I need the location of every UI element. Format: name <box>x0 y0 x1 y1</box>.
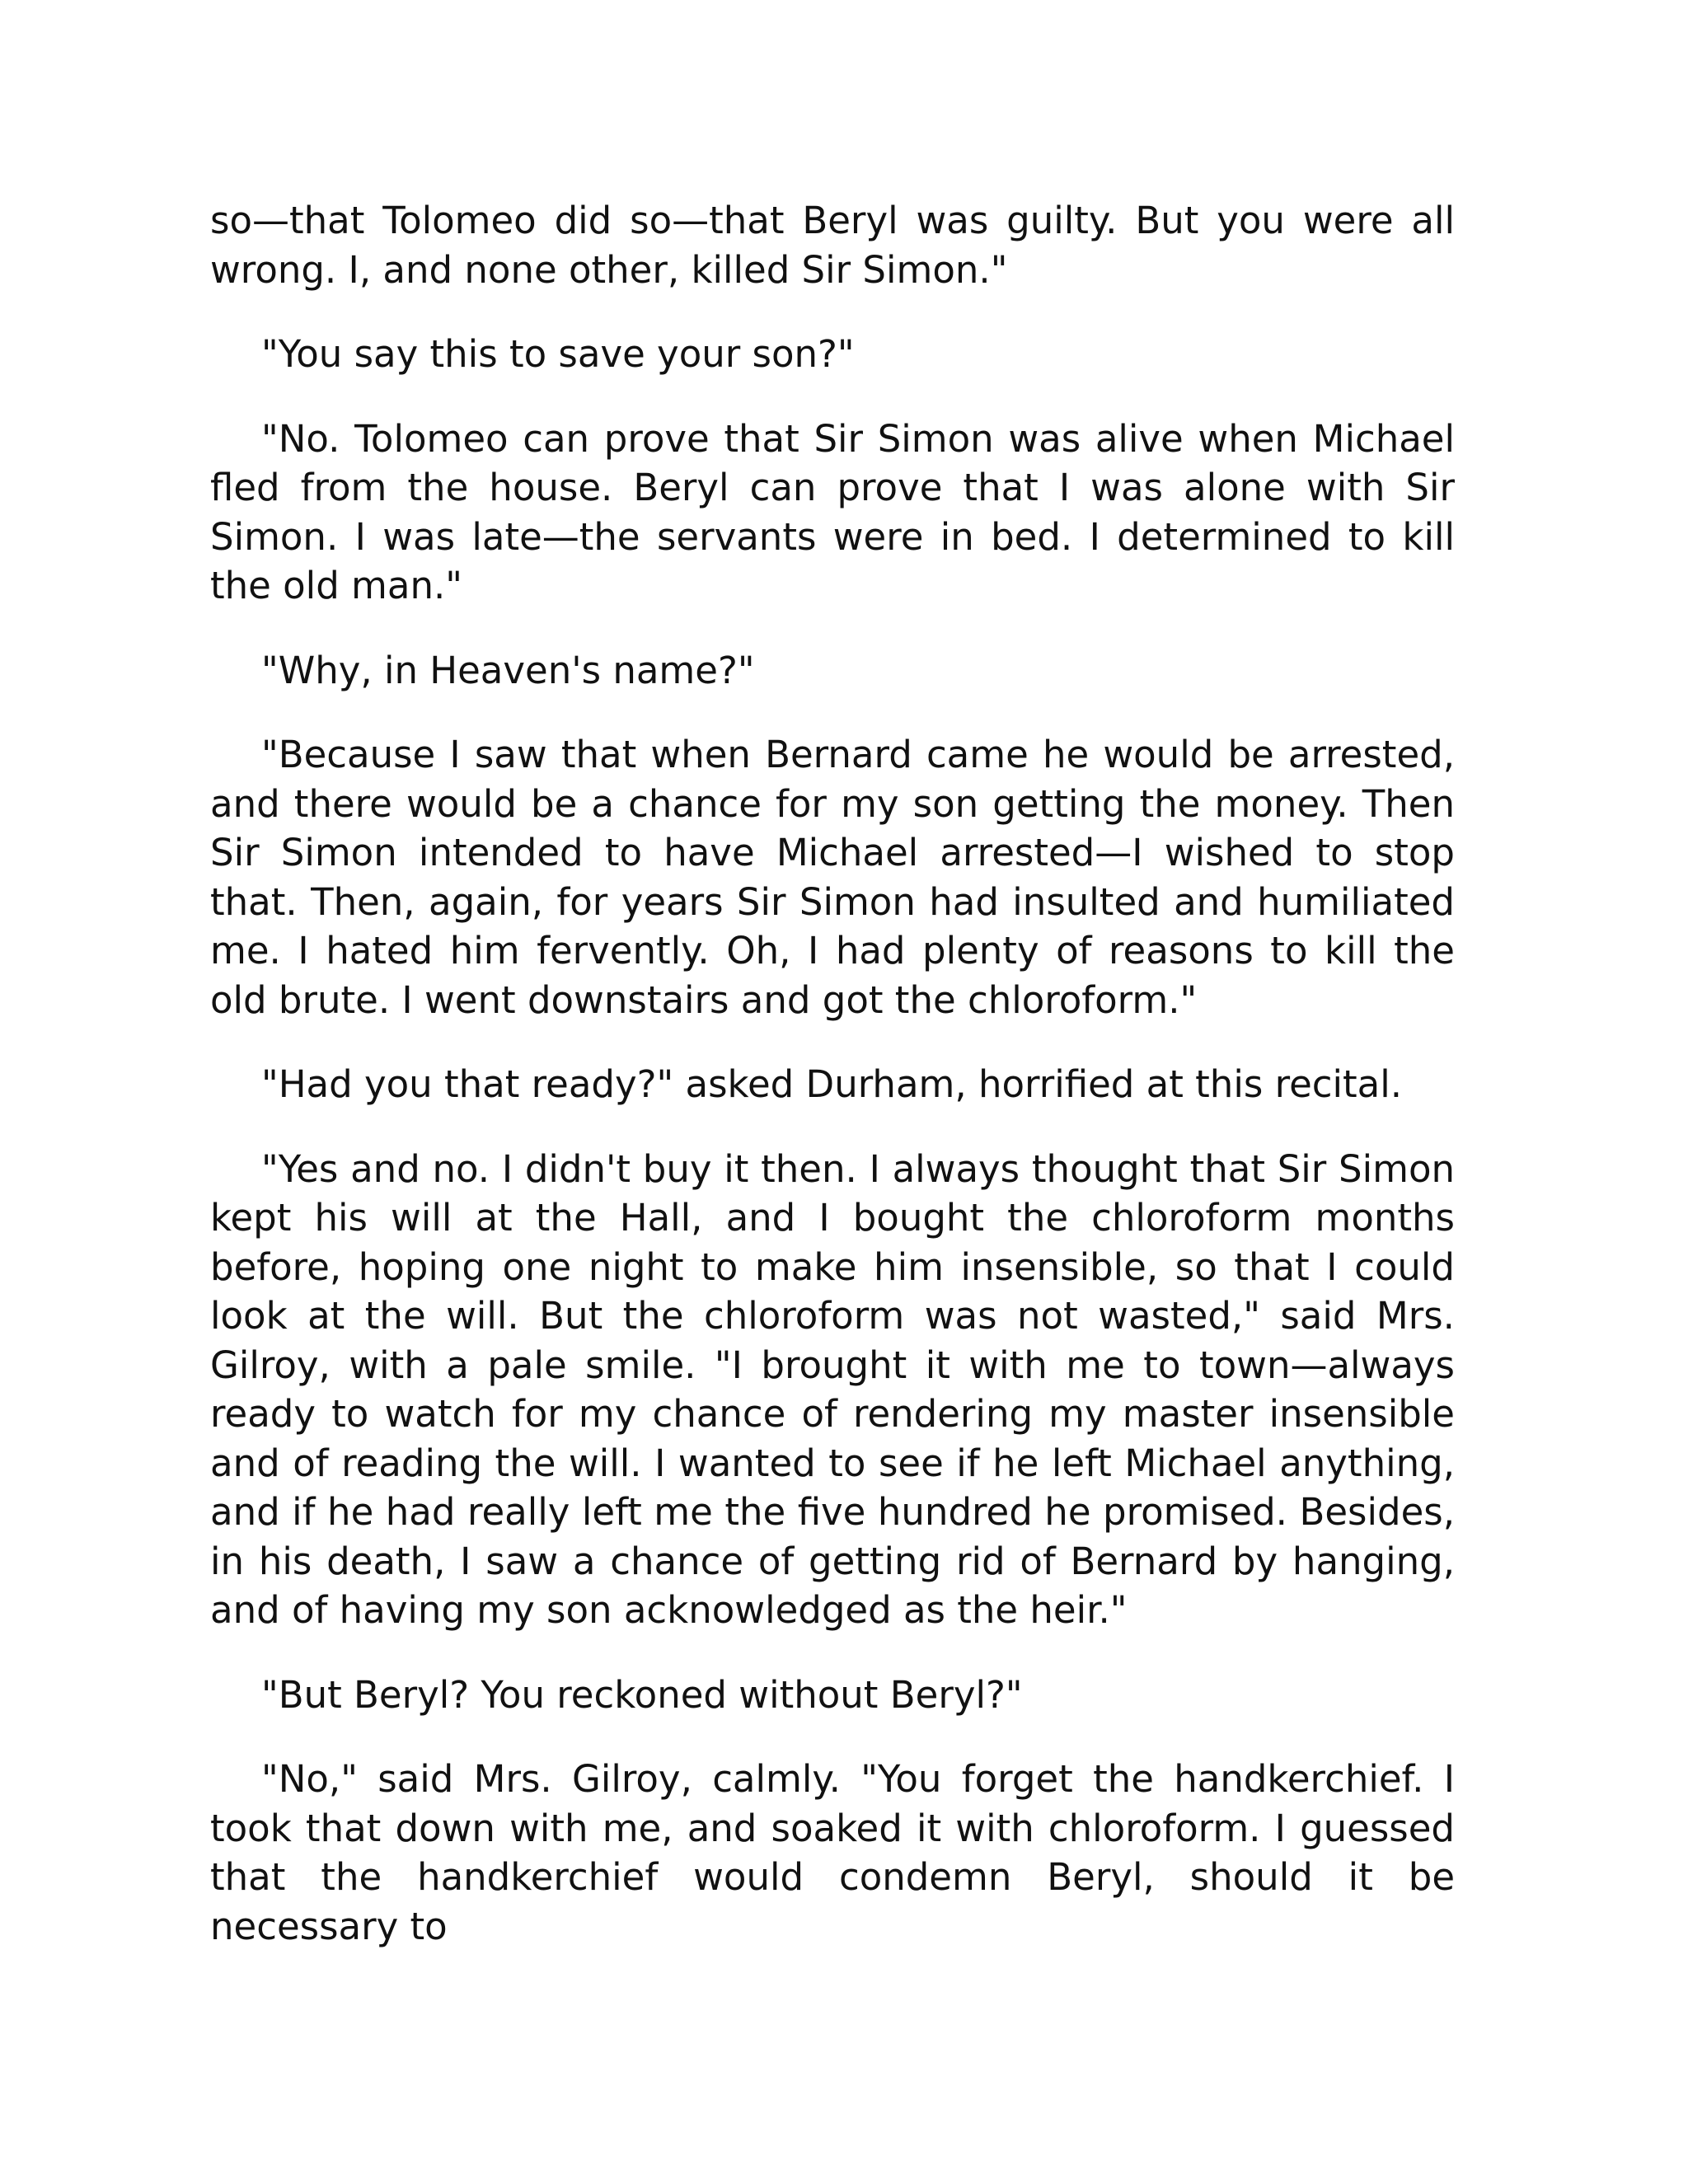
paragraph-1: so—that Tolomeo did so—that Beryl was guilty. But you were all wrong. I, and none other, killed Sir Simon." <box>210 199 1455 292</box>
paragraph-9: "No," said Mrs. Gilroy, calmly. "You forget the handkerchief. I took that down with me, and soaked it with chloroform. I guessed that the handkerchief would condemn Beryl, should it be necessary to <box>210 1757 1455 1948</box>
paragraph-5: "Because I saw that when Bernard came he would be arrested, and there would be a chance for my son getting the money. Then Sir Simon intended to have Michael arrested—I wished to stop that. Then, again, for years Sir Simon had insulted and humiliated me. I hated him fervently. Oh, I had plenty of reasons to kill the old brute. I went downstairs and got the chloroform." <box>210 733 1455 1022</box>
paragraph-3: "No. Tolomeo can prove that Sir Simon was alive when Michael fled from the house. Beryl can prove that I was alone with Sir Simon. I was late—the servants were in bed. I determined to kill the old man." <box>210 416 1455 607</box>
page-body <box>210 196 1455 1986</box>
paragraph-4: "Why, in Heaven's name?" <box>261 648 755 692</box>
paragraph-8: "But Beryl? You reckoned without Beryl?" <box>261 1672 1023 1717</box>
paragraph-6: "Had you that ready?" asked Durham, horrified at this recital. <box>261 1062 1403 1106</box>
paragraph-2: "You say this to save your son?" <box>261 332 855 376</box>
paragraph-7: "Yes and no. I didn't buy it then. I always thought that Sir Simon kept his will at the Hall, and I bought the chloroform months before, hoping one night to make him insensible, so that I could look at the will. But the chloroform was not wasted," said Mrs. Gilroy, with a pale smile. "I brought it with me to town—always ready to watch for my chance of rendering my master insensible and of reading the will. I wanted to see if he left Michael anything, and if he had really left me the five hundred he promised. Besides, in his death, I saw a chance of getting rid of Bernard by hanging, and of having my son acknowledged as the heir." <box>210 1146 1455 1632</box>
